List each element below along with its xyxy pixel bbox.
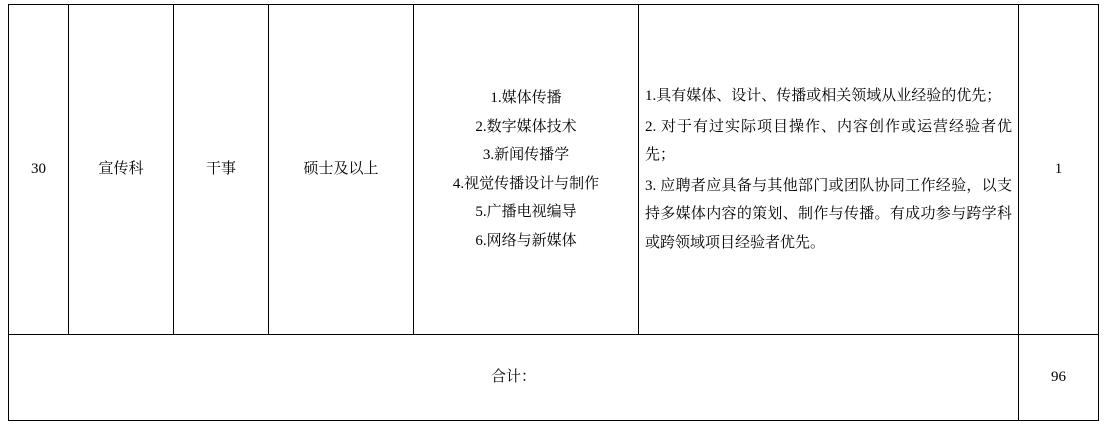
cell-education: 硕士及以上 (269, 5, 414, 335)
cell-requirements (639, 5, 1019, 335)
recruitment-table (8, 4, 1099, 421)
table-row (9, 5, 1099, 335)
cell-serial-number: 30 (9, 5, 69, 335)
requirement-item: 2. 对于有过实际项目操作、内容创作或运营经验者优先； (645, 118, 1012, 163)
major-item: 2.数字媒体技术 (475, 118, 577, 135)
table-total-row (9, 335, 1099, 421)
cell-position: 干事 (174, 5, 269, 335)
requirement-item: 1.具有媒体、设计、传播或相关领域从业经验的优先； (645, 88, 1002, 104)
document-page (0, 4, 1109, 446)
total-value: 96 (1019, 335, 1099, 421)
major-item: 4.视觉传播设计与制作 (452, 175, 600, 192)
major-item: 3.新闻传播学 (482, 147, 570, 163)
major-item: 1.媒体传播 (490, 90, 562, 106)
major-item: 5.广播电视编导 (475, 204, 577, 220)
cell-department: 宣传科 (69, 5, 174, 335)
cell-headcount: 1 (1019, 5, 1099, 335)
total-label: 合计： (9, 335, 1019, 421)
requirement-item: 3. 应聘者应具备与其他部门或团队协同工作经验，以支持多媒体内容的策划、制作与传播。有成功参与跨学科或跨领域项目经验者优先。 (645, 177, 1012, 251)
major-item: 6.网络与新媒体 (475, 232, 577, 249)
cell-majors (414, 5, 639, 335)
